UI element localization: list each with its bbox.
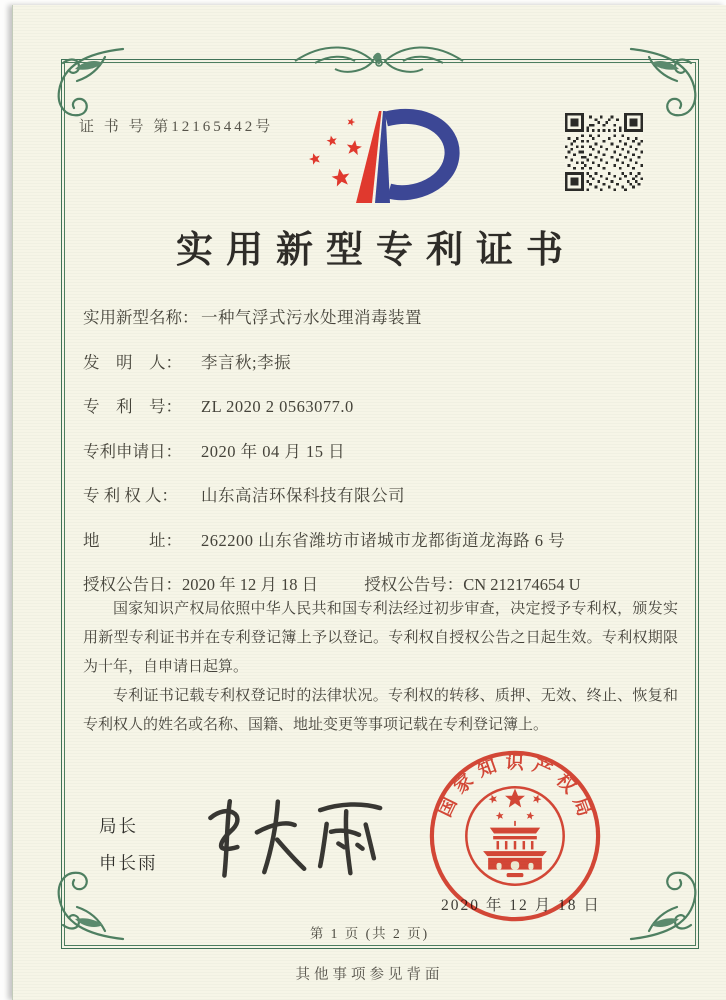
corner-flourish-top-left — [43, 41, 127, 125]
field-label: 发 明 人： — [83, 352, 182, 372]
cnipa-logo — [302, 107, 462, 207]
field-value: 山东高洁环保科技有限公司 — [201, 486, 405, 505]
field-row-filing-date — [83, 438, 682, 462]
field-row-name — [83, 304, 682, 328]
field-row-address — [83, 527, 682, 551]
seal-date: 2020 年 12 月 18 日 — [441, 897, 601, 914]
qr-code — [565, 113, 643, 191]
field-row-patent-no — [83, 393, 682, 417]
field-value: 262200 山东省潍坊市诸城市龙都街道龙海路 6 号 — [201, 530, 566, 550]
field-list — [83, 304, 682, 616]
back-side-note: 其他事项参见背面 — [295, 967, 444, 983]
page-number: 第 1 页 (共 2 页) — [309, 926, 430, 941]
field-value: 2020 年 12 月 18 日 — [182, 575, 319, 594]
field-label: 授权公告日： — [83, 575, 182, 594]
field-value: 一种气浮式污水处理消毒装置 — [201, 308, 422, 327]
field-value: 2020 年 04 月 15 日 — [201, 441, 346, 461]
seal-ring-text: 国家知识产权局 — [434, 752, 598, 826]
field-label: 授权公告号： — [364, 575, 464, 594]
field-value: 李言秋;李振 — [201, 352, 292, 372]
legal-paragraph-2: 专利证书记载专利权登记时的法律状况。专利权的转移、质押、无效、终止、恢复和专利权人的姓名或名称、国籍、地址变更等事项记载在专利登记簿上。 — [83, 687, 678, 733]
signer-block — [99, 813, 158, 887]
field-row-inventor — [83, 349, 682, 373]
field-value: ZL 2020 2 0563077.0 — [201, 397, 354, 416]
field-label: 地 址： — [83, 530, 182, 550]
grant-date — [83, 575, 318, 594]
field-row-patentee — [83, 482, 682, 506]
logo-stars — [308, 117, 363, 187]
top-center-flourish — [289, 33, 469, 89]
field-label: 专利申请日： — [83, 441, 182, 461]
certificate-title: 实用新型专利证书 — [176, 230, 576, 271]
certificate-number: 证 书 号 第12165442号 — [79, 119, 274, 135]
field-value: CN 212174654 U — [463, 575, 581, 594]
legal-text — [83, 595, 678, 740]
certificate-page — [12, 5, 726, 1000]
field-label: 专 利 号： — [83, 397, 182, 416]
field-label: 专 利 权 人： — [83, 486, 178, 505]
signer-title: 局长 — [99, 816, 138, 836]
field-label: 实用新型名称： — [83, 308, 199, 327]
cnipa-seal — [426, 747, 604, 925]
field-row-grant — [83, 571, 682, 595]
grant-number — [364, 575, 580, 594]
signature-handwriting — [191, 783, 399, 885]
svg-text:国家知识产权局 — [435, 751, 598, 826]
seal-emblem — [483, 789, 547, 878]
legal-paragraph-1: 国家知识产权局依照中华人民共和国专利法经过初步审查，决定授予专利权，颁发实用新型专利证书并在专利登记簿上予以登记。专利权自授权公告之日起生效。专利权期限为十年，自申请日起算。 — [83, 601, 678, 675]
signer-name: 申长雨 — [99, 853, 158, 873]
